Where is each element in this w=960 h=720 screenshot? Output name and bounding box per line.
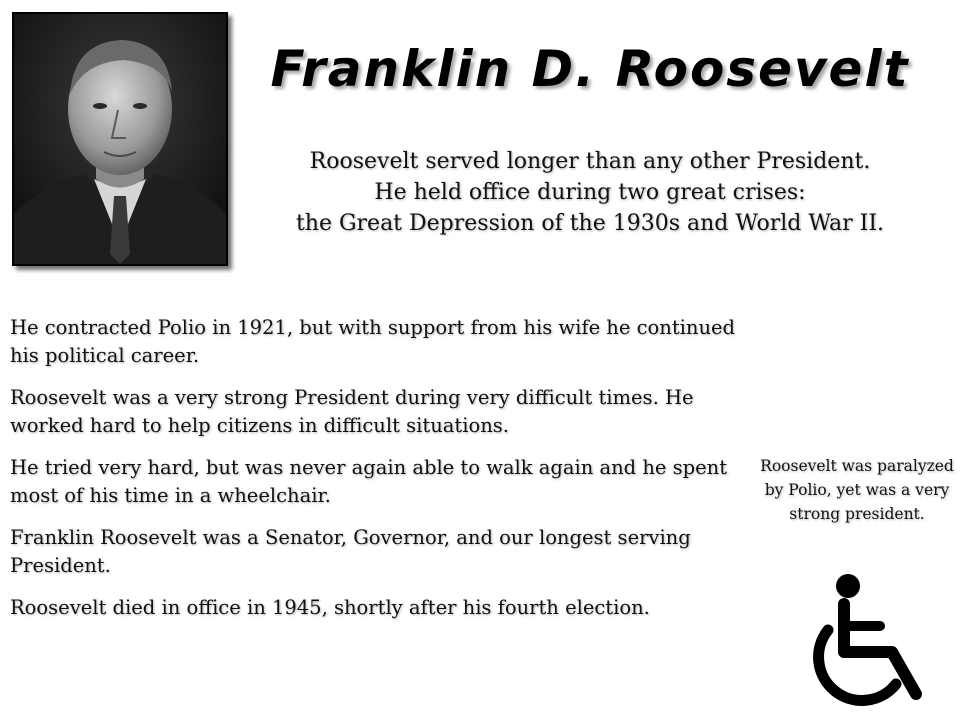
summary-block — [240, 146, 940, 239]
fact-paragraph: Franklin Roosevelt was a Senator, Governor, and our longest serving President. — [10, 526, 691, 577]
page-title: Franklin D. Roosevelt — [270, 40, 910, 98]
wheelchair-icon — [800, 572, 940, 712]
facts-list — [10, 314, 755, 636]
summary-line: Roosevelt served longer than any other President. — [309, 149, 871, 174]
fact-paragraph: Roosevelt was a very strong President during very difficult times. He worked hard to help citizens in difficult situations. — [10, 386, 694, 437]
wheelchair-caption: Roosevelt was paralyzed by Polio, yet was a very strong president. — [760, 457, 954, 523]
fact-paragraph: He contracted Polio in 1921, but with support from his wife he continued his political career. — [10, 316, 736, 367]
portrait-photo — [12, 12, 228, 266]
summary-line: He held office during two great crises: — [374, 180, 806, 205]
fact-paragraph: Roosevelt died in office in 1945, shortly after his fourth election. — [10, 596, 650, 619]
fact-paragraph: He tried very hard, but was never again able to walk again and he spent most of his time in a wheelchair. — [10, 456, 728, 507]
summary-line: the Great Depression of the 1930s and World War II. — [295, 211, 885, 236]
